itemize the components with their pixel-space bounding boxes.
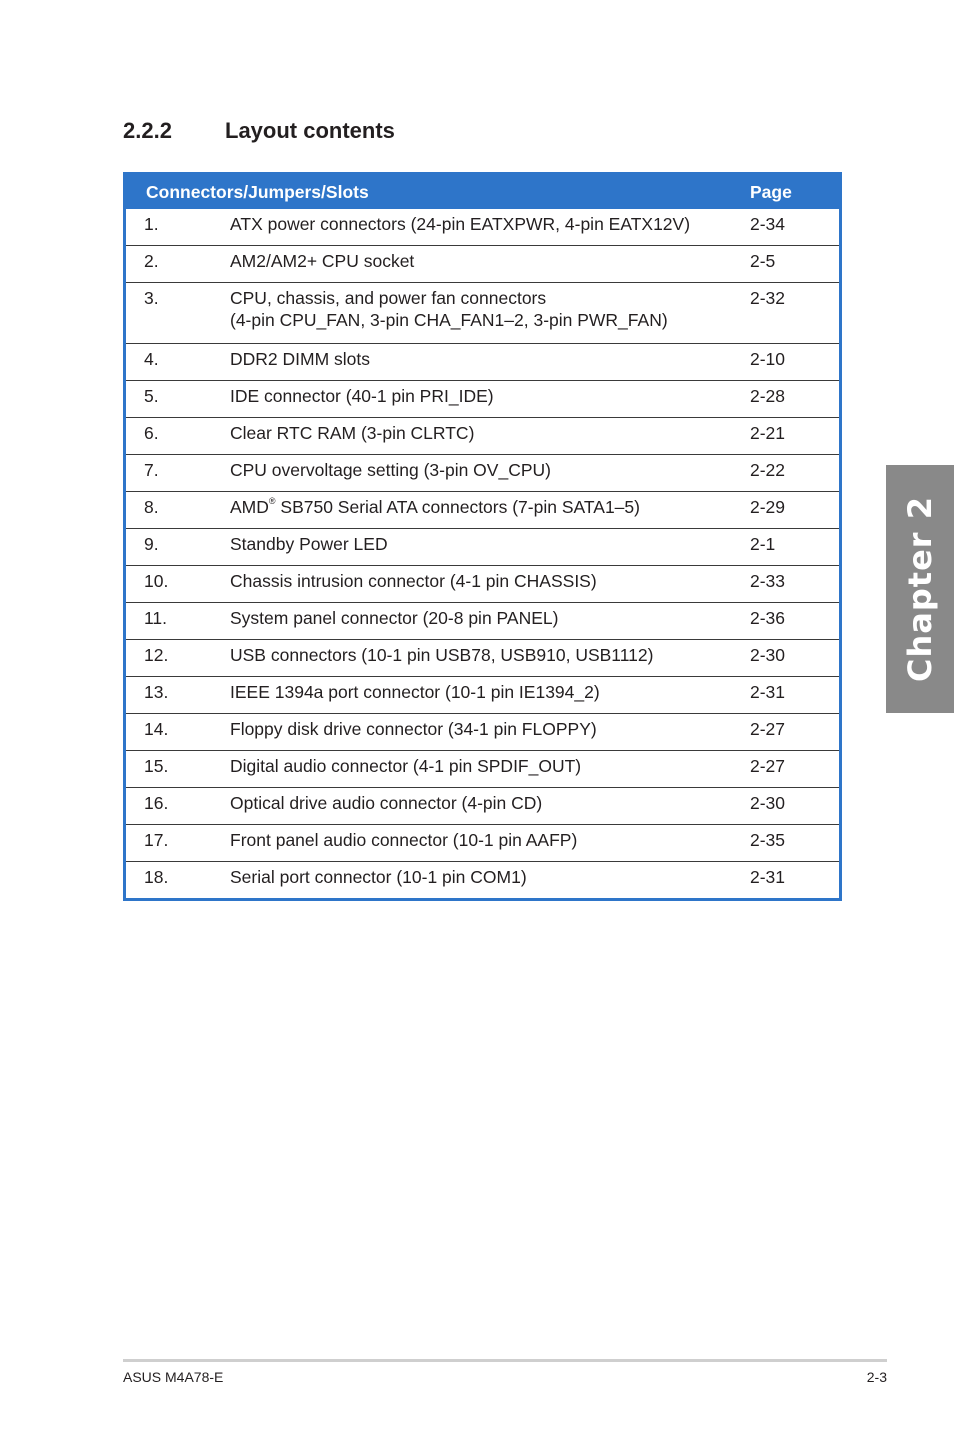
row-number: 9. xyxy=(126,529,230,566)
header-connectors: Connectors/Jumpers/Slots xyxy=(146,181,369,202)
row-page: 2-28 xyxy=(746,381,839,418)
table-row xyxy=(126,455,839,492)
row-number: 11. xyxy=(126,603,230,640)
row-page: 2-5 xyxy=(746,246,839,283)
row-page: 2-36 xyxy=(746,603,839,640)
row-number: 6. xyxy=(126,418,230,455)
row-page: 2-10 xyxy=(746,344,839,381)
row-page: 2-1 xyxy=(746,529,839,566)
layout-contents-table xyxy=(123,172,842,901)
row-description xyxy=(230,492,746,529)
row-number: 18. xyxy=(126,862,230,899)
footer-page-number: 2-3 xyxy=(866,1369,887,1385)
row-number: 7. xyxy=(126,455,230,492)
table-row xyxy=(126,714,839,751)
row-description: System panel connector (20-8 pin PANEL) xyxy=(230,603,746,640)
section-number: 2.2.2 xyxy=(123,118,172,143)
table-row xyxy=(126,344,839,381)
table-row xyxy=(126,283,839,344)
table-row xyxy=(126,788,839,825)
row-description-line1: CPU, chassis, and power fan connectors xyxy=(230,288,547,308)
brand-amd: AMD xyxy=(230,497,269,517)
table-row xyxy=(126,603,839,640)
row-page: 2-27 xyxy=(746,714,839,751)
footer-divider xyxy=(123,1359,887,1362)
row-description: Clear RTC RAM (3-pin CLRTC) xyxy=(230,418,746,455)
chapter-tab-label: Chapter 2 xyxy=(901,496,940,682)
table-row xyxy=(126,640,839,677)
chapter-tab xyxy=(886,465,954,713)
row-description: IDE connector (40-1 pin PRI_IDE) xyxy=(230,381,746,418)
row-page: 2-31 xyxy=(746,677,839,714)
row-description: Front panel audio connector (10-1 pin AAFP) xyxy=(230,825,746,862)
row-page: 2-29 xyxy=(746,492,839,529)
row-number: 14. xyxy=(126,714,230,751)
row-description: Floppy disk drive connector (34-1 pin FLOPPY) xyxy=(230,714,746,751)
table-header-row xyxy=(126,175,839,209)
row-description: USB connectors (10-1 pin USB78, USB910, USB1112) xyxy=(230,640,746,677)
row-number: 5. xyxy=(126,381,230,418)
row-description: CPU overvoltage setting (3-pin OV_CPU) xyxy=(230,455,746,492)
row-description: Standby Power LED xyxy=(230,529,746,566)
row-page: 2-31 xyxy=(746,862,839,899)
row-number: 3. xyxy=(126,283,230,344)
row-page: 2-32 xyxy=(746,283,839,344)
row-page: 2-30 xyxy=(746,788,839,825)
row-number: 13. xyxy=(126,677,230,714)
row-number: 12. xyxy=(126,640,230,677)
table-row xyxy=(126,492,839,529)
row-page: 2-34 xyxy=(750,214,786,234)
row-number: 8. xyxy=(126,492,230,529)
row-description: Optical drive audio connector (4-pin CD) xyxy=(230,788,746,825)
row-description-rest: SB750 Serial ATA connectors (7-pin SATA1–5) xyxy=(275,497,640,517)
row-number: 17. xyxy=(126,825,230,862)
row-description: Digital audio connector (4-1 pin SPDIF_OUT) xyxy=(230,751,746,788)
row-description-line2: (4-pin CPU_FAN, 3-pin CHA_FAN1–2, 3-pin PWR_FAN) xyxy=(230,310,668,330)
row-description: AM2/AM2+ CPU socket xyxy=(230,246,746,283)
row-number: 15. xyxy=(126,751,230,788)
row-number: 10. xyxy=(126,566,230,603)
row-page: 2-30 xyxy=(746,640,839,677)
row-description: IEEE 1394a port connector (10-1 pin IE1394_2) xyxy=(230,677,746,714)
table-row xyxy=(126,677,839,714)
row-description: Chassis intrusion connector (4-1 pin CHASSIS) xyxy=(230,566,746,603)
table-row xyxy=(126,246,839,283)
row-number: 4. xyxy=(126,344,230,381)
row-description xyxy=(230,283,746,344)
row-page: 2-22 xyxy=(746,455,839,492)
header-page: Page xyxy=(750,181,792,202)
row-description: Serial port connector (10-1 pin COM1) xyxy=(230,862,746,899)
footer-product-name: ASUS M4A78-E xyxy=(123,1369,224,1385)
section-heading xyxy=(123,118,395,144)
row-description: DDR2 DIMM slots xyxy=(230,344,746,381)
row-number: 16. xyxy=(126,788,230,825)
table-row xyxy=(126,566,839,603)
table-row xyxy=(126,529,839,566)
table-row xyxy=(126,209,839,246)
table-row xyxy=(126,751,839,788)
row-page: 2-35 xyxy=(746,825,839,862)
table-row xyxy=(126,825,839,862)
registered-mark: ® xyxy=(268,496,276,507)
row-number: 2. xyxy=(126,246,230,283)
row-description: ATX power connectors (24-pin EATXPWR, 4-pin EATX12V) xyxy=(230,214,691,234)
row-number: 1. xyxy=(144,214,159,234)
row-page: 2-27 xyxy=(746,751,839,788)
section-title: Layout contents xyxy=(225,118,395,143)
table-row xyxy=(126,862,839,899)
table-row xyxy=(126,381,839,418)
row-page: 2-21 xyxy=(746,418,839,455)
row-page: 2-33 xyxy=(746,566,839,603)
table-row xyxy=(126,418,839,455)
